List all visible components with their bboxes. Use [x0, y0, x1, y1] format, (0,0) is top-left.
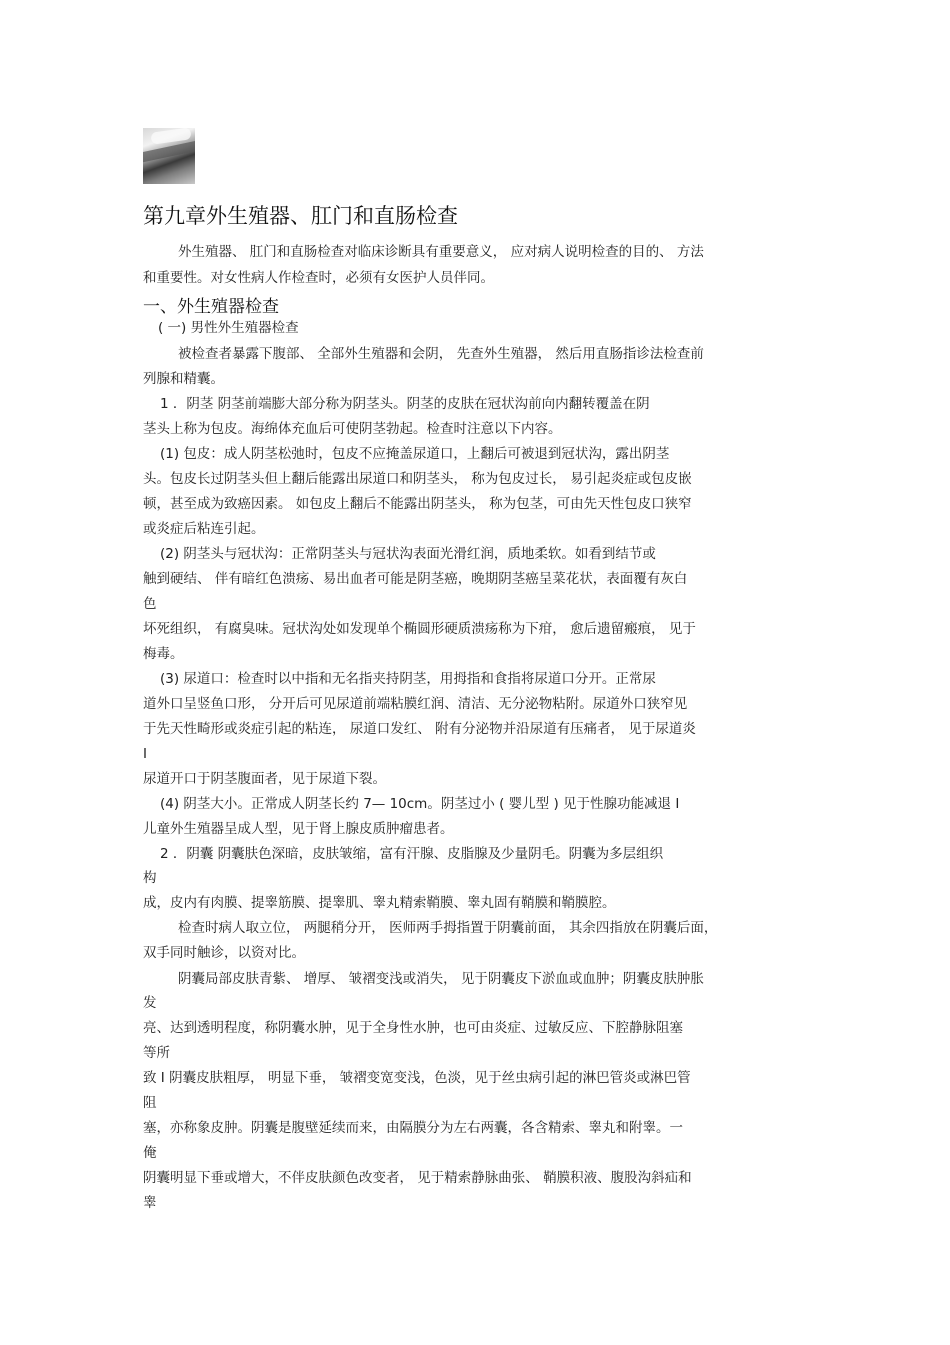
body-line: 顿，甚至成为致癌因素。 如包皮上翻后不能露出阴茎头， 称为包茎，可由先天性包皮口狭窄 [143, 496, 692, 512]
body-line: 成，皮内有肉膜、提睾筋膜、提睾肌、睾丸精索鞘膜、睾丸固有鞘膜和鞘膜腔。 [143, 895, 616, 911]
body-line: 构 [143, 870, 157, 886]
document-photo-thumbnail [143, 128, 195, 184]
body-line: 2 ．阴囊 阴囊肤色深暗，皮肤皱缩，富有汗腺、皮脂腺及少量阴毛。阴囊为多层组织 [160, 846, 664, 862]
body-line: 等所 [143, 1045, 170, 1061]
section-heading: 一、外生殖器检查 [143, 297, 279, 317]
body-line: 发 [143, 995, 157, 1011]
photo-shadow-band [143, 139, 195, 163]
body-line: 塞，亦称象皮肿。阴囊是腹壁延续而来，由隔膜分为左右两囊，各含精索、睾丸和附睾。一 [143, 1120, 683, 1136]
body-line: 或炎症后粘连引起。 [143, 521, 265, 537]
body-line: 道外口呈竖鱼口形， 分开后可见尿道前端粘膜红润、清洁、无分泌物粘附。尿道外口狭窄见 [143, 696, 688, 712]
body-line: 阻 [143, 1095, 157, 1111]
body-line: 双手同时触诊，以资对比。 [143, 945, 305, 961]
body-line: (3) 尿道口：检查时以中指和无名指夹持阴茎，用拇指和食指将尿道口分开。正常尿 [160, 671, 656, 687]
intro-line: 和重要性。对女性病人作检查时，必须有女医护人员伴同。 [143, 270, 494, 286]
body-line: 尿道开口于阴茎腹面者，见于尿道下裂。 [143, 771, 386, 787]
body-line: 阴囊局部皮肤青紫、 增厚、 皱褶变浅或消失， 见于阴囊皮下淤血或血肿；阴囊皮肤肿胀 [178, 971, 704, 987]
body-line: 儿童外生殖器呈成人型，见于肾上腺皮质肿瘤患者。 [143, 821, 454, 837]
body-line: 检查时病人取立位， 两腿稍分开， 医师两手拇指置于阴囊前面， 其余四指放在阴囊后面， [178, 920, 718, 936]
body-line: 被检查者暴露下腹部、 全部外生殖器和会阴， 先查外生殖器， 然后用直肠指诊法检查前 [178, 346, 704, 362]
body-line: 色 [143, 596, 157, 612]
body-line: 梅毒。 [143, 646, 184, 662]
body-line: (4) 阴茎大小。正常成人阴茎长约 7— 10cm。阴茎过小 ( 婴儿型 ) 见于性腺功能减退 I [160, 796, 680, 812]
chapter-title: 第九章外生殖器、肛门和直肠检查 [143, 204, 458, 228]
body-line: 睾 [143, 1195, 157, 1211]
subsection-heading: ( 一) 男性外生殖器检查 [158, 320, 299, 336]
body-line: 触到硬结、 伴有暗红色溃疡、易出血者可能是阴茎癌，晚期阴茎癌呈菜花状，表面覆有灰白 [143, 571, 688, 587]
intro-line: 外生殖器、 肛门和直肠检查对临床诊断具有重要意义， 应对病人说明检查的目的、 方法 [178, 244, 704, 260]
body-line: 亮、达到透明程度，称阴囊水肿，见于全身性水肿，也可由炎症、过敏反应、下腔静脉阻塞 [143, 1020, 683, 1036]
body-line: 头。包皮长过阴茎头但上翻后能露出尿道口和阴茎头， 称为包皮过长， 易引起炎症或包皮嵌 [143, 471, 692, 487]
body-line: (1) 包皮：成人阴茎松弛时，包皮不应掩盖尿道口，上翻后可被退到冠状沟，露出阴茎 [160, 446, 670, 462]
body-line: 列腺和精囊。 [143, 371, 224, 387]
body-line: 阴囊明显下垂或增大，不伴皮肤颜色改变者， 见于精索静脉曲张、 鞘膜积液、腹股沟斜疝和 [143, 1170, 692, 1186]
body-line: 坏死组织， 有腐臭味。冠状沟处如发现单个椭圆形硬质溃疡称为下疳， 愈后遗留瘢痕， 见于 [143, 621, 696, 637]
body-line: 于先天性畸形或炎症引起的粘连， 尿道口发红、 附有分泌物并沿尿道有压痛者， 见于尿道炎 [143, 721, 696, 737]
body-line: 1 ．阴茎 阴茎前端膨大部分称为阴茎头。阴茎的皮肤在冠状沟前向内翻转覆盖在阴 [160, 396, 650, 412]
body-line: 致 I 阴囊皮肤粗厚， 明显下垂， 皱褶变宽变浅，色淡，见于丝虫病引起的淋巴管炎或淋巴管 [143, 1070, 691, 1086]
body-line: I [143, 746, 147, 762]
body-line: (2) 阴茎头与冠状沟：正常阴茎头与冠状沟表面光滑红润，质地柔软。如看到结节或 [160, 546, 656, 562]
body-line: 茎头上称为包皮。海绵体充血后可使阴茎勃起。检查时注意以下内容。 [143, 421, 562, 437]
body-line: 俺 [143, 1145, 157, 1161]
